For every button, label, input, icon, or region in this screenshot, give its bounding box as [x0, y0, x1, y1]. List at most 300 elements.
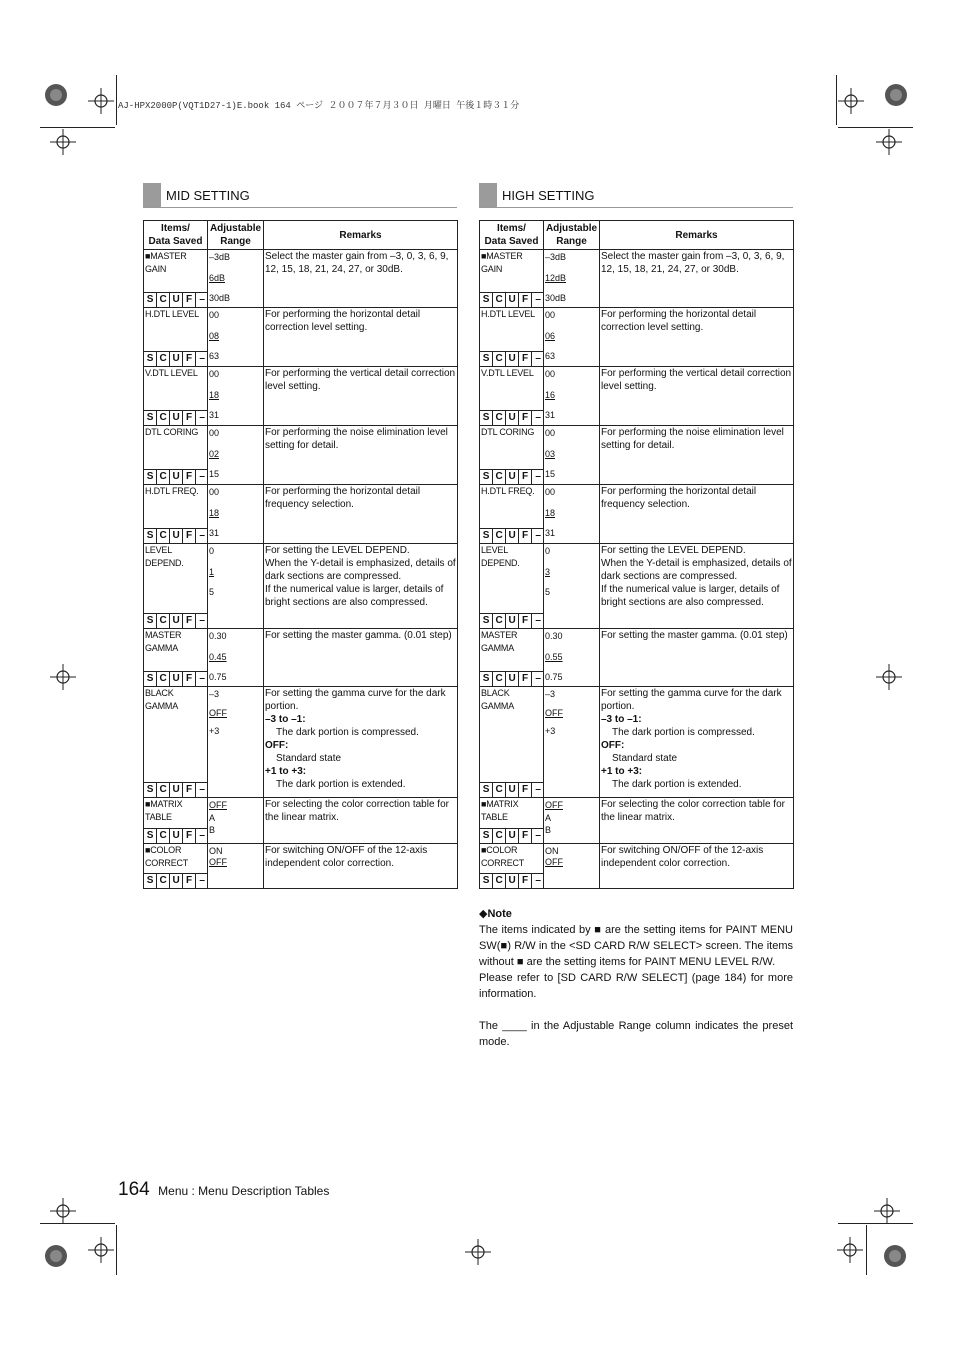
- data-saved-flag: F: [183, 873, 196, 888]
- data-saved-flag: C: [157, 528, 170, 543]
- data-saved-flag: U: [170, 671, 183, 686]
- data-saved-flags: [480, 351, 544, 366]
- remarks-line: When the Y-detail is emphasized, details of dark sections are compressed.: [601, 558, 792, 582]
- remarks-line: For performing the noise elimination level setting for detail.: [601, 427, 784, 451]
- range-value-preset: OFF: [545, 800, 563, 810]
- remarks-line: Standard state: [612, 753, 678, 764]
- remarks-cell: [600, 844, 794, 889]
- range-cell: [208, 250, 264, 308]
- data-saved-flag: U: [170, 410, 183, 425]
- data-saved-flag: C: [157, 292, 170, 307]
- range-value-preset: 16: [545, 389, 556, 400]
- item-cell: [144, 426, 208, 485]
- data-saved-flag: U: [170, 782, 183, 797]
- range-value: 0: [209, 546, 215, 556]
- data-saved-flag: C: [157, 828, 170, 843]
- remarks-line: For performing the horizontal detail frequency selection.: [265, 486, 421, 510]
- range-cell: [208, 687, 264, 798]
- note-paragraph: Please refer to [SD CARD R/W SELECT] (page 184) for more information.: [479, 972, 793, 1000]
- range-cell: [544, 798, 600, 844]
- range-value: A: [209, 812, 216, 823]
- data-saved-flag: F: [183, 528, 196, 543]
- range-value: 00: [209, 369, 220, 379]
- data-saved-flags: [480, 873, 544, 888]
- item-name: H.DTL LEVEL: [481, 309, 535, 319]
- remarks-line: For switching ON/OFF of the 12-axis independent color correction.: [265, 845, 428, 869]
- section-heading: [143, 183, 457, 208]
- range-cell: [544, 367, 600, 426]
- range-value-preset: 0.55: [545, 651, 563, 662]
- data-saved-flag: –: [532, 410, 544, 425]
- remarks-cell: [600, 629, 794, 687]
- remarks-cell: [600, 426, 794, 485]
- data-saved-flag: F: [519, 528, 532, 543]
- remarks-line: If the numerical value is larger, details of bright sections are also compressed.: [265, 584, 444, 608]
- range-cell: [208, 629, 264, 687]
- data-saved-flag: –: [196, 292, 208, 307]
- range-value-preset: 6dB: [209, 272, 226, 283]
- data-saved-flag: S: [144, 410, 157, 425]
- remarks-line: Select the master gain from –3, 0, 3, 6, 9, 12, 15, 18, 21, 24, 27, or 30dB.: [265, 251, 449, 275]
- item-cell: [144, 629, 208, 687]
- data-saved-flag: U: [506, 292, 519, 307]
- data-saved-flags: [480, 671, 544, 686]
- print-header: AJ-HPX2000P(VQT1D27-1)E.book 164 ページ ２００７年７月３０日 月曜日 午後１時３１分: [118, 101, 520, 111]
- range-value: –3dB: [545, 252, 567, 262]
- data-saved-flag: U: [506, 671, 519, 686]
- range-value: 00: [209, 310, 220, 320]
- item-name: ■MASTER GAIN: [145, 251, 187, 274]
- remarks-cell: [264, 485, 458, 544]
- data-saved-flag: S: [480, 292, 493, 307]
- registration-mark-mid-left: [48, 662, 78, 692]
- range-value: +3: [209, 726, 220, 736]
- remarks-line: When the Y-detail is emphasized, details of dark sections are compressed.: [265, 558, 456, 582]
- data-saved-flag: S: [480, 828, 493, 843]
- range-value: 30dB: [209, 293, 231, 303]
- data-saved-flag: C: [157, 410, 170, 425]
- data-saved-flags: [480, 613, 544, 628]
- data-saved-flag: –: [532, 873, 544, 888]
- item-cell: [480, 250, 544, 308]
- data-saved-flag: U: [506, 528, 519, 543]
- table-row: [480, 308, 794, 367]
- remarks-line: –3 to –1:: [601, 714, 642, 725]
- table-row: [480, 844, 794, 889]
- data-saved-flag: –: [196, 469, 208, 484]
- item-name: LEVEL DEPEND.: [145, 545, 184, 568]
- range-value: ON: [209, 846, 223, 856]
- table-row: [480, 250, 794, 308]
- registration-mark-mid-right: [874, 662, 904, 692]
- data-saved-flag: C: [493, 828, 506, 843]
- data-saved-flag: S: [480, 469, 493, 484]
- data-saved-flag: U: [170, 469, 183, 484]
- range-cell: [208, 308, 264, 367]
- data-saved-flag: S: [144, 292, 157, 307]
- range-cell: [544, 544, 600, 629]
- table-row: [144, 629, 458, 687]
- data-saved-flag: U: [170, 828, 183, 843]
- range-value-preset: OFF: [545, 707, 563, 718]
- registration-mark-bottom-right: [826, 1195, 916, 1285]
- table-row: [144, 544, 458, 629]
- table-row: [144, 798, 458, 844]
- range-value: 63: [545, 351, 556, 361]
- item-cell: [480, 367, 544, 426]
- range-value-preset: 18: [545, 507, 556, 518]
- data-saved-flags: [144, 613, 208, 628]
- range-value: B: [545, 825, 552, 835]
- crop-mark: [116, 75, 117, 125]
- range-value: 31: [545, 528, 556, 538]
- data-saved-flag: C: [157, 613, 170, 628]
- range-value-preset: 3: [545, 566, 551, 577]
- column-header-items: Items/ Data Saved: [144, 221, 208, 250]
- table-row: [480, 544, 794, 629]
- remarks-line: +1 to +3:: [265, 766, 307, 777]
- section-heading-bar: [479, 183, 497, 207]
- data-saved-flags: [144, 828, 208, 843]
- section-title: MID SETTING: [166, 188, 250, 203]
- remarks-line: For setting the master gamma. (0.01 step): [265, 630, 452, 641]
- range-value: 00: [545, 428, 556, 438]
- data-saved-flag: –: [532, 671, 544, 686]
- column-header-remarks: Remarks: [600, 221, 794, 250]
- table-row: [480, 367, 794, 426]
- data-saved-flag: C: [493, 528, 506, 543]
- column-header-range: Adjustable Range: [208, 221, 264, 250]
- range-cell: [208, 367, 264, 426]
- table-row: [480, 629, 794, 687]
- remarks-line: For performing the horizontal detail frequency selection.: [601, 486, 757, 510]
- data-saved-flag: C: [493, 671, 506, 686]
- data-saved-flag: F: [183, 671, 196, 686]
- data-saved-flag: F: [519, 671, 532, 686]
- data-saved-flag: –: [196, 828, 208, 843]
- registration-mark-bottom-left: [38, 1195, 128, 1285]
- mid-setting-section: [143, 183, 457, 889]
- remarks-cell: [264, 367, 458, 426]
- data-saved-flags: [480, 410, 544, 425]
- data-saved-flag: F: [519, 469, 532, 484]
- table-row: [480, 798, 794, 844]
- item-cell: [480, 544, 544, 629]
- section-heading: [479, 183, 793, 208]
- data-saved-flag: S: [144, 671, 157, 686]
- note-heading: ◆Note: [479, 908, 512, 920]
- range-cell: [544, 426, 600, 485]
- data-saved-flag: S: [480, 873, 493, 888]
- data-saved-flag: S: [480, 671, 493, 686]
- range-value: 0.30: [209, 631, 227, 641]
- data-saved-flag: C: [493, 873, 506, 888]
- range-value: –3: [545, 689, 556, 699]
- range-value: 31: [209, 410, 220, 420]
- remarks-line: For performing the vertical detail correction level setting.: [265, 368, 456, 392]
- range-value: 00: [545, 369, 556, 379]
- remarks-line: For setting the gamma curve for the dark portion.: [601, 688, 782, 712]
- remarks-line: For selecting the color correction table for the linear matrix.: [601, 799, 785, 823]
- data-saved-flag: –: [196, 671, 208, 686]
- range-value-preset: 03: [545, 448, 556, 459]
- remarks-cell: [264, 629, 458, 687]
- registration-mark-top-left: [38, 78, 118, 168]
- remarks-line: For setting the master gamma. (0.01 step): [601, 630, 788, 641]
- item-name: ■COLOR CORRECT: [481, 845, 525, 868]
- data-saved-flag: F: [183, 410, 196, 425]
- remarks-line: +1 to +3:: [601, 766, 643, 777]
- range-value: 31: [209, 528, 220, 538]
- remarks-line: For performing the noise elimination level setting for detail.: [265, 427, 448, 451]
- data-saved-flag: C: [493, 351, 506, 366]
- item-name: ■MATRIX TABLE: [145, 799, 183, 822]
- data-saved-flags: [144, 469, 208, 484]
- data-saved-flag: F: [183, 613, 196, 628]
- data-saved-flag: U: [170, 292, 183, 307]
- range-cell: [544, 308, 600, 367]
- range-value: 15: [545, 469, 556, 479]
- remarks-cell: [264, 844, 458, 889]
- range-value-preset: 18: [209, 507, 220, 518]
- range-value: +3: [545, 726, 556, 736]
- data-saved-flag: C: [157, 469, 170, 484]
- remarks-cell: [600, 367, 794, 426]
- data-saved-flag: S: [144, 469, 157, 484]
- item-name: DTL CORING: [481, 427, 535, 437]
- item-name: BLACK GAMMA: [481, 688, 515, 711]
- item-cell: [144, 367, 208, 426]
- remarks-line: OFF:: [265, 740, 289, 751]
- range-value: 5: [545, 587, 551, 597]
- item-cell: [144, 798, 208, 844]
- item-cell: [480, 426, 544, 485]
- range-value-preset: 18: [209, 389, 220, 400]
- range-value: 0.75: [545, 672, 563, 682]
- remarks-line: The dark portion is extended.: [612, 779, 742, 790]
- data-saved-flag: S: [144, 828, 157, 843]
- item-cell: [144, 308, 208, 367]
- data-saved-flag: S: [480, 782, 493, 797]
- range-value: 00: [545, 487, 556, 497]
- table-row: [480, 485, 794, 544]
- crop-mark: [838, 127, 913, 128]
- range-cell: [544, 629, 600, 687]
- range-cell: [208, 485, 264, 544]
- data-saved-flag: –: [532, 351, 544, 366]
- range-value: 15: [209, 469, 220, 479]
- range-cell: [544, 485, 600, 544]
- item-name: DTL CORING: [145, 427, 199, 437]
- remarks-cell: [600, 687, 794, 798]
- data-saved-flag: C: [493, 410, 506, 425]
- remarks-cell: [264, 250, 458, 308]
- column-header-range: Adjustable Range: [544, 221, 600, 250]
- remarks-cell: [264, 308, 458, 367]
- range-value-preset: 12dB: [545, 272, 567, 283]
- data-saved-flag: F: [519, 292, 532, 307]
- range-value-preset: 1: [209, 566, 215, 577]
- menu-table: [479, 220, 794, 889]
- data-saved-flag: C: [493, 613, 506, 628]
- page-number: 164: [118, 1179, 150, 1200]
- range-value: 00: [545, 310, 556, 320]
- range-cell: [544, 687, 600, 798]
- data-saved-flag: F: [183, 469, 196, 484]
- remarks-cell: [600, 308, 794, 367]
- remarks-cell: [264, 426, 458, 485]
- remarks-line: –3 to –1:: [265, 714, 306, 725]
- remarks-line: For performing the vertical detail correction level setting.: [601, 368, 792, 392]
- crop-mark: [116, 1225, 117, 1275]
- remarks-line: The dark portion is compressed.: [612, 727, 755, 738]
- item-cell: [144, 544, 208, 629]
- data-saved-flag: S: [480, 528, 493, 543]
- data-saved-flag: –: [196, 873, 208, 888]
- column-header-remarks: Remarks: [264, 221, 458, 250]
- crop-mark: [836, 75, 837, 125]
- range-value: A: [545, 812, 552, 823]
- item-name: ■MATRIX TABLE: [481, 799, 519, 822]
- item-name: ■MASTER GAIN: [481, 251, 523, 274]
- data-saved-flag: U: [170, 528, 183, 543]
- remarks-line: OFF:: [601, 740, 625, 751]
- data-saved-flag: –: [532, 528, 544, 543]
- item-name: BLACK GAMMA: [145, 688, 179, 711]
- range-cell: [208, 844, 264, 889]
- item-name: MASTER GAMMA: [481, 630, 518, 653]
- data-saved-flag: F: [183, 351, 196, 366]
- table-row: [480, 687, 794, 798]
- range-value-preset: 0.45: [209, 651, 227, 662]
- data-saved-flags: [144, 671, 208, 686]
- remarks-line: Select the master gain from –3, 0, 3, 6, 9, 12, 15, 18, 21, 24, 27, or 30dB.: [601, 251, 785, 275]
- data-saved-flag: F: [183, 828, 196, 843]
- data-saved-flag: U: [506, 828, 519, 843]
- range-value: 30dB: [545, 293, 567, 303]
- registration-mark-bottom-center: [463, 1237, 493, 1267]
- range-value-preset: 06: [545, 330, 556, 341]
- page-footer: [118, 1179, 329, 1201]
- item-name: H.DTL FREQ.: [481, 486, 535, 496]
- data-saved-flag: –: [196, 613, 208, 628]
- data-saved-flag: U: [170, 613, 183, 628]
- note-paragraph: The ____ in the Adjustable Range column indicates the preset mode.: [479, 1020, 793, 1048]
- data-saved-flag: C: [157, 873, 170, 888]
- remarks-cell: [600, 250, 794, 308]
- data-saved-flag: C: [157, 782, 170, 797]
- data-saved-flags: [480, 828, 544, 843]
- remarks-line: If the numerical value is larger, details of bright sections are also compressed.: [601, 584, 780, 608]
- data-saved-flags: [480, 292, 544, 307]
- item-name: H.DTL FREQ.: [145, 486, 199, 496]
- data-saved-flag: C: [157, 351, 170, 366]
- range-value: 00: [209, 428, 220, 438]
- remarks-cell: [264, 544, 458, 629]
- data-saved-flag: S: [480, 613, 493, 628]
- data-saved-flag: U: [506, 613, 519, 628]
- data-saved-flag: –: [532, 828, 544, 843]
- item-name: ■COLOR CORRECT: [145, 845, 189, 868]
- item-cell: [480, 844, 544, 889]
- data-saved-flag: S: [144, 528, 157, 543]
- table-row: [144, 250, 458, 308]
- table-row: [144, 426, 458, 485]
- remarks-line: Standard state: [276, 753, 342, 764]
- data-saved-flag: C: [493, 292, 506, 307]
- remarks-line: For setting the LEVEL DEPEND.: [265, 545, 410, 556]
- data-saved-flags: [144, 528, 208, 543]
- section-heading-bar: [143, 183, 161, 207]
- crop-mark: [838, 1223, 913, 1224]
- item-cell: [480, 629, 544, 687]
- note-paragraph: The items indicated by ■ are the setting items for PAINT MENU SW(■) R/W in the <SD CARD R/W SELECT> screen. The items without ■ are the setting items for PAINT MENU LEVEL R/W.: [479, 924, 793, 968]
- data-saved-flag: C: [493, 469, 506, 484]
- data-saved-flag: –: [196, 351, 208, 366]
- registration-mark-top-right: [836, 78, 916, 168]
- section-title: HIGH SETTING: [502, 188, 595, 203]
- range-value-preset: OFF: [209, 800, 227, 810]
- table-row: [144, 687, 458, 798]
- data-saved-flag: U: [506, 873, 519, 888]
- data-saved-flag: S: [144, 613, 157, 628]
- range-value: 5: [209, 587, 215, 597]
- remarks-line: For performing the horizontal detail correction level setting.: [265, 309, 421, 333]
- remarks-cell: [600, 798, 794, 844]
- data-saved-flags: [480, 469, 544, 484]
- data-saved-flag: U: [506, 782, 519, 797]
- remarks-line: For performing the horizontal detail correction level setting.: [601, 309, 757, 333]
- remarks-line: The dark portion is extended.: [276, 779, 406, 790]
- data-saved-flags: [144, 292, 208, 307]
- range-cell: [208, 544, 264, 629]
- data-saved-flags: [144, 351, 208, 366]
- range-value: 0.75: [209, 672, 227, 682]
- remarks-line: For setting the LEVEL DEPEND.: [601, 545, 746, 556]
- range-value-preset: OFF: [209, 856, 227, 867]
- item-cell: [144, 485, 208, 544]
- data-saved-flag: S: [144, 782, 157, 797]
- item-name: V.DTL LEVEL: [145, 368, 198, 378]
- remarks-line: The dark portion is compressed.: [276, 727, 419, 738]
- data-saved-flag: –: [196, 528, 208, 543]
- table-row: [144, 844, 458, 889]
- item-cell: [144, 687, 208, 798]
- data-saved-flag: F: [183, 782, 196, 797]
- data-saved-flags: [480, 528, 544, 543]
- note-block: [479, 906, 793, 1050]
- table-row: [144, 485, 458, 544]
- item-cell: [480, 687, 544, 798]
- range-value-preset: 08: [209, 330, 220, 341]
- data-saved-flag: F: [519, 410, 532, 425]
- item-cell: [480, 308, 544, 367]
- data-saved-flag: –: [532, 613, 544, 628]
- data-saved-flag: F: [519, 351, 532, 366]
- column-header-items: Items/ Data Saved: [480, 221, 544, 250]
- data-saved-flag: S: [480, 351, 493, 366]
- item-name: H.DTL LEVEL: [145, 309, 199, 319]
- table-row: [144, 367, 458, 426]
- range-value: 31: [545, 410, 556, 420]
- remarks-line: For switching ON/OFF of the 12-axis independent color correction.: [601, 845, 764, 869]
- remarks-line: For setting the gamma curve for the dark portion.: [265, 688, 446, 712]
- crop-mark: [40, 1223, 115, 1224]
- item-name: LEVEL DEPEND.: [481, 545, 520, 568]
- data-saved-flag: U: [506, 351, 519, 366]
- data-saved-flag: F: [519, 828, 532, 843]
- data-saved-flags: [144, 873, 208, 888]
